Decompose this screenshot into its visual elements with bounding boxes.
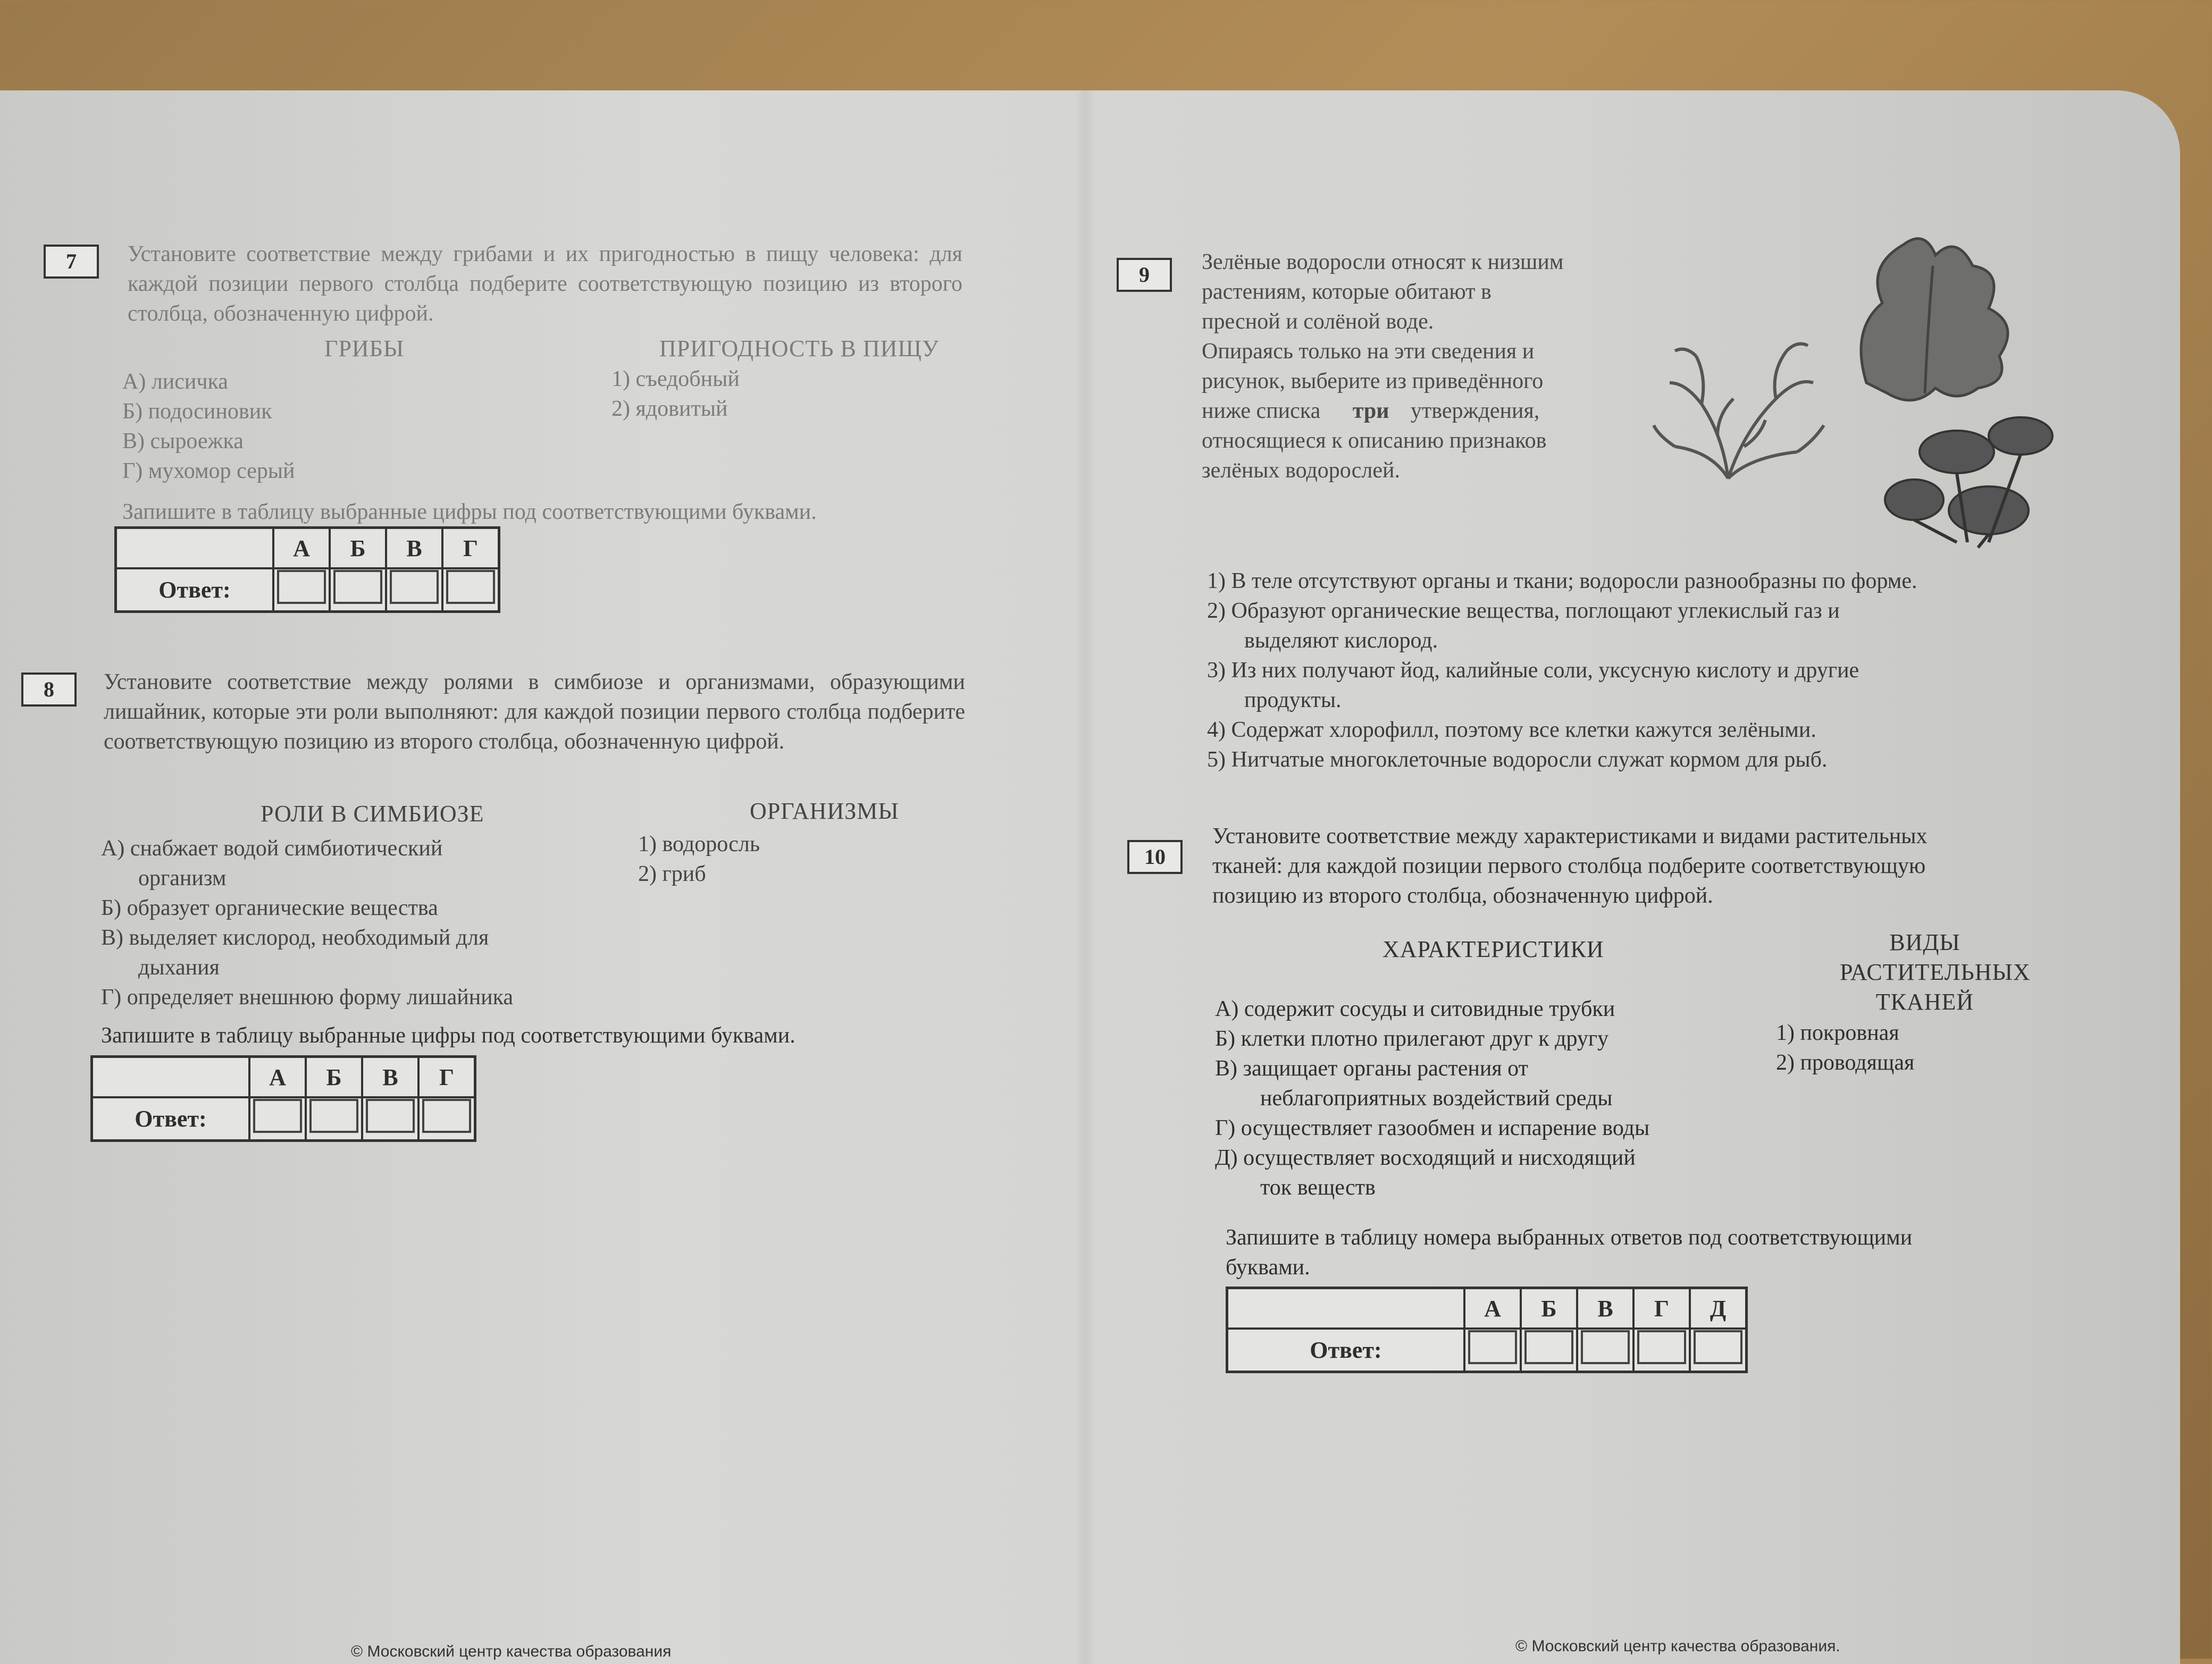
list-item: дыхания xyxy=(138,955,220,980)
list-item: 1) водоросль xyxy=(638,832,760,856)
list-item: В) сыроежка xyxy=(122,429,244,453)
task-8-col2-list xyxy=(638,829,760,889)
answer-cell[interactable] xyxy=(306,1097,362,1141)
list-item: 2) проводящая xyxy=(1776,1050,1915,1075)
task-8-number: 8 xyxy=(21,673,77,707)
answer-cell[interactable] xyxy=(249,1097,306,1141)
answer-cell[interactable] xyxy=(1690,1329,1747,1372)
letter-header: Г xyxy=(442,528,499,569)
task-7-answer-table xyxy=(114,526,500,613)
footer-right: © Московский центр качества образования. xyxy=(1515,1637,1840,1655)
text-line: растениям, которые обитают в xyxy=(1202,280,1492,304)
letter-header: Г xyxy=(418,1057,475,1098)
text-line: буквами. xyxy=(1226,1255,1310,1280)
letter-header: А xyxy=(1464,1288,1521,1329)
task-8-answer-table xyxy=(90,1055,476,1142)
list-item: А) лисичка xyxy=(122,369,228,394)
list-item: Б) подосиновик xyxy=(122,399,272,424)
text-line: Зелёные водоросли относят к низшим xyxy=(1202,250,1564,274)
task-10-col2-list xyxy=(1776,1018,1914,1078)
answer-label: Ответ: xyxy=(92,1097,250,1141)
answer-cell[interactable] xyxy=(1521,1329,1577,1372)
task-8-instruction: Запишите в таблицу выбранные цифры под соответствующими буквами. xyxy=(101,1023,795,1048)
task-10-question xyxy=(1212,821,1927,911)
list-item: Б) клетки плотно прилегают друг к другу xyxy=(1215,1027,1609,1051)
task-7-col2-title: ПРИГОДНОСТЬ В ПИЩУ xyxy=(659,335,939,362)
task-8-col1-list xyxy=(101,834,513,1012)
list-item: А) содержит сосуды и ситовидные трубки xyxy=(1215,997,1615,1021)
title-line: РАСТИТЕЛЬНЫХ xyxy=(1840,959,2031,985)
option-item: 5) Нитчатые многоклеточные водоросли служат кормом для рыб. xyxy=(1207,747,1828,772)
list-item: А) снабжает водой симбиотический xyxy=(101,836,443,861)
answer-cell[interactable] xyxy=(418,1097,475,1141)
table-corner xyxy=(116,528,274,569)
letter-header: Б xyxy=(330,528,386,569)
task-9-number: 9 xyxy=(1117,258,1172,292)
task-10-col1-list xyxy=(1215,994,1649,1203)
answer-cell[interactable] xyxy=(273,568,330,612)
green-algae-illustration xyxy=(1638,223,2063,553)
option-item: 4) Содержат хлорофилл, поэтому все клетки кажутся зелёными. xyxy=(1207,718,1816,742)
task-7-instruction: Запишите в таблицу выбранные цифры под соответствующими буквами. xyxy=(122,500,817,524)
letter-header: В xyxy=(1577,1288,1633,1329)
letter-header: Г xyxy=(1633,1288,1690,1329)
list-item: неблагоприятных воздействий среды xyxy=(1260,1086,1613,1111)
answer-label: Ответ: xyxy=(1227,1329,1465,1372)
text-line: тканей: для каждой позиции первого столбца подберите соответствующую xyxy=(1212,854,1926,878)
letter-header: В xyxy=(386,528,442,569)
answer-cell[interactable] xyxy=(362,1097,418,1141)
text-line: зелёных водорослей. xyxy=(1202,458,1400,483)
branched-algae-drawing xyxy=(1654,344,1824,478)
list-item: Б) образует органические вещества xyxy=(101,896,438,920)
letter-header: Д xyxy=(1690,1288,1747,1329)
table-corner xyxy=(92,1057,250,1098)
text-line: позицию из второго столбца, обозначенную цифрой. xyxy=(1212,884,1713,908)
letter-header: В xyxy=(362,1057,418,1098)
task-7-col1-list xyxy=(122,367,295,486)
letter-header: Б xyxy=(1521,1288,1577,1329)
answer-cell[interactable] xyxy=(1633,1329,1690,1372)
text-line: Запишите в таблицу номера выбранных ответов под соответствующими xyxy=(1226,1225,1913,1250)
answer-cell[interactable] xyxy=(1464,1329,1521,1372)
answer-cell[interactable] xyxy=(330,568,386,612)
task-7-number: 7 xyxy=(44,245,99,279)
title-line: ВИДЫ xyxy=(1889,929,1960,955)
option-item: 2) Образуют органические вещества, поглощают углекислый газ и xyxy=(1207,599,1840,623)
option-item: выделяют кислород. xyxy=(1244,628,1438,653)
list-item: Г) определяет внешнюю форму лишайника xyxy=(101,985,514,1010)
list-item: 2) гриб xyxy=(638,862,706,886)
list-item: ток веществ xyxy=(1260,1175,1376,1200)
text-line: Опираясь только на эти сведения и xyxy=(1202,339,1535,364)
task-7-col1-title: ГРИБЫ xyxy=(324,335,405,362)
answer-label: Ответ: xyxy=(116,568,274,612)
list-item: 2) ядовитый xyxy=(611,397,728,421)
page-fold xyxy=(1074,90,1095,1664)
option-item: продукты. xyxy=(1244,688,1342,712)
text-part: ниже списка xyxy=(1202,399,1321,423)
text-part: утверждения, xyxy=(1410,399,1540,423)
task-7-question: Установите соответствие между грибами и их пригодностью в пищу человека: для каждой позиции первого столбца подберите соответствующую позицию из второго столбца, обозначенную цифрой. xyxy=(128,242,962,326)
letter-header: А xyxy=(249,1057,306,1098)
title-line: ТКАНЕЙ xyxy=(1875,989,1974,1015)
text-line xyxy=(1202,396,1616,426)
list-item: 1) покровная xyxy=(1776,1021,1899,1045)
letter-header: А xyxy=(273,528,330,569)
answer-cell[interactable] xyxy=(442,568,499,612)
task-10-answer-table xyxy=(1226,1287,1748,1373)
answer-cell[interactable] xyxy=(386,568,442,612)
keyword-three: три xyxy=(1352,399,1389,423)
task-10-col1-title: ХАРАКТЕРИСТИКИ xyxy=(1382,936,1604,962)
answer-cell[interactable] xyxy=(1577,1329,1633,1372)
list-item: Г) мухомор серый xyxy=(122,459,295,483)
leafy-algae-drawing xyxy=(1861,239,2008,400)
list-item: организм xyxy=(138,866,227,890)
task-8-question: Установите соответствие между ролями в симбиозе и организмами, образующими лишайник, которые эти роли выполняют: для каждой позиции первого столбца подберите соответствующую позицию из второго столбца, обозначенную цифрой. xyxy=(104,670,965,754)
table-corner xyxy=(1227,1288,1465,1329)
text-line: Установите соответствие между характеристиками и видами растительных xyxy=(1212,824,1928,848)
task-10-instruction xyxy=(1226,1223,1912,1282)
task-8-col1-title: РОЛИ В СИМБИОЗЕ xyxy=(261,801,484,827)
text-line: пресной и солёной воде. xyxy=(1202,309,1434,334)
task-10-col2-title xyxy=(1840,928,2031,1017)
option-item: 1) В теле отсутствуют органы и ткани; водоросли разнообразны по форме. xyxy=(1207,569,1917,593)
cup-algae-drawing xyxy=(1885,417,2052,548)
list-item: 1) съедобный xyxy=(611,367,740,391)
text-line: рисунок, выберите из приведённого xyxy=(1202,369,1544,393)
footer-left: © Московский центр качества образования xyxy=(351,1643,672,1660)
task-8-col2-title: ОРГАНИЗМЫ xyxy=(750,798,899,824)
list-item: Г) осуществляет газообмен и испарение воды xyxy=(1215,1116,1650,1140)
list-item: В) выделяет кислород, необходимый для xyxy=(101,926,489,950)
text-line: относящиеся к описанию признаков xyxy=(1202,428,1547,453)
task-9-options xyxy=(1207,566,1917,775)
letter-header: Б xyxy=(306,1057,362,1098)
list-item: Д) осуществляет восходящий и нисходящий xyxy=(1215,1146,1636,1170)
option-item: 3) Из них получают йод, калийные соли, уксусную кислоту и другие xyxy=(1207,658,1859,683)
task-9-text xyxy=(1202,247,1616,485)
list-item: В) защищает органы растения от xyxy=(1215,1056,1528,1081)
task-10-number: 10 xyxy=(1127,840,1183,874)
task-7-col2-list xyxy=(611,364,740,424)
